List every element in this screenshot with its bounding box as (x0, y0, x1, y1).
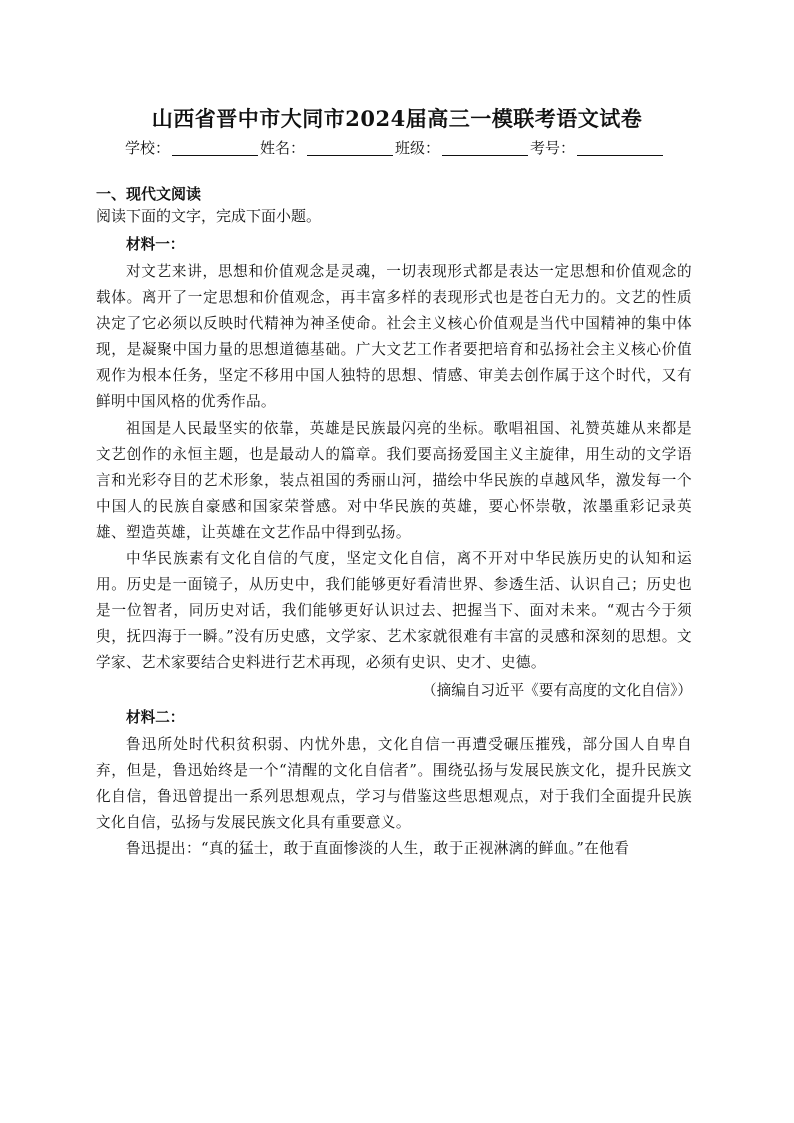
student-info-line (125, 137, 665, 158)
material-one-heading: 材料一： (126, 236, 185, 253)
material-two-paragraph-2: 鲁迅提出：“真的猛士，敢于直面惨淡的人生，敢于正视淋漓的鲜血。”在他看 (126, 839, 630, 857)
material-one-paragraph-1: 对文艺来讲，思想和价值观念是灵魂，一切表现形式都是表达一定思想和价值观念的载体。离开了一定思想和价值观念，再丰富多样的表现形式也是苍白无力的。文艺的性质决定了它必须以反映时代精神为神圣使命。社会主义核心价值观是当代中国精神的集中体现，是凝聚中国力量的思想道德基础。广大文艺工作者要把培育和弘扬社会主义核心价值观作为根本任务，坚定不移用中国人独特的思想、情感、审美去创作属于这个时代，又有鲜明中国风格的优秀作品。 (96, 263, 692, 411)
class-blank[interactable] (442, 141, 528, 156)
reading-instruction: 阅读下面的文字，完成下面小题。 (96, 207, 322, 225)
school-blank[interactable] (172, 141, 258, 156)
material-one-paragraph-2: 祖国是人民最坚实的依靠，英雄是民族最闪亮的坐标。歌唱祖国、礼赞英雄从来都是文艺创作的永恒主题，也是最动人的篇章。我们要高扬爱国主义主旋律，用生动的文学语言和光彩夺目的艺术形象，装点祖国的秀丽山河，描绘中华民族的卓越风华，激发每一个中国人的民族自豪感和国家荣誉感。对中华民族的英雄，要心怀崇敬，浓墨重彩记录英雄、塑造英雄，让英雄在文艺作品中得到弘扬。 (96, 419, 692, 541)
material-two-paragraph-1: 鲁迅所处时代积贫积弱、内忧外患，文化自信一再遭受碾压摧残，部分国人自卑自弃，但是，鲁迅始终是一个“清醒的文化自信者”。围绕弘扬与发展民族文化，提升民族文化自信，鲁迅曾提出一系列思想观点，学习与借鉴这些思想观点，对于我们全面提升民族文化自信，弘扬与发展民族文化具有重要意义。 (96, 735, 692, 831)
exam-number-label: 考号： (530, 139, 576, 157)
section-heading: 一、现代文阅读 (96, 185, 202, 203)
class-label: 班级： (395, 139, 441, 157)
name-label: 姓名： (260, 139, 306, 157)
exam-number-blank[interactable] (577, 141, 663, 156)
school-label: 学校： (125, 139, 171, 157)
material-one-source: （摘编自习近平《要有高度的文化自信》） (422, 681, 692, 699)
material-two-heading: 材料二： (126, 708, 185, 726)
material-one-paragraph-3: 中华民族素有文化自信的气度，坚定文化自信，离不开对中华民族历史的认知和运用。历史是一面镜子，从历史中，我们能够更好看清世界、参透生活、认识自己；历史也是一位智者，同历史对话，我们能够更好认识过去、把握当下、面对未来。“观古今于须臾，抚四海于一瞬。”没有历史感，文学家、艺术家就很难有丰富的灵感和深刻的思想。文学家、艺术家要结合史料进行艺术再现，必须有史识、史才、史德。 (96, 550, 692, 672)
name-blank[interactable] (307, 141, 393, 156)
reading-passage (96, 232, 692, 862)
exam-title: 山西省晋中市大同市2024届高三一模联考语文试卷 (151, 106, 643, 131)
